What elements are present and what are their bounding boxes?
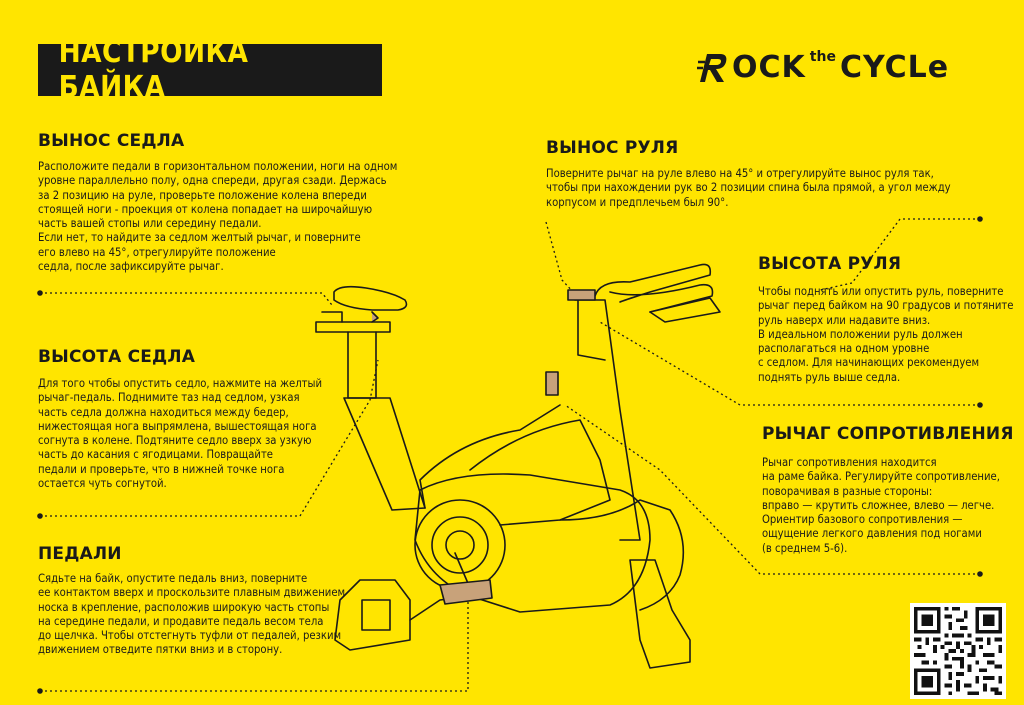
handlebar-post-heading: ВЫНОС РУЛЯ	[546, 138, 679, 158]
handlebar-post-text: Поверните рычаг на руле влево на 45° и отрегулируйте вынос руля так, чтобы при нахождении рук во 2 позиции спина была прямой, а угол между корпусом и предплечьем был 90°.	[546, 167, 951, 209]
resistance-heading: РЫЧАГ СОПРОТИВЛЕНИЯ	[762, 424, 1014, 444]
resistance-text: Рычаг сопротивления находится на раме байка. Регулируйте сопротивление, поворачивая в разные стороны: вправо — крутить сложнее, влево — легче. Ориентир базового сопротивления — ощущение легкого давления под ногами (в среднем 5-6).	[762, 456, 1000, 555]
seat-post-heading: ВЫНОС СЕДЛА	[38, 131, 185, 151]
logo-word-cycle: CYCLe	[839, 50, 950, 85]
pedals-text: Сядьте на байк, опустите педаль вниз, поверните ее контактом вверх и проскользите плавным движением носка в крепление, расположив широкую часть стопы на середине педали, и продавите педаль весом тела до щелчка. Чтобы отстегнуть туфли от педалей, резким движением отведите пятки вниз и в сторону.	[38, 572, 346, 657]
page-title: НАСТРОЙКА БАЙКА	[58, 35, 249, 105]
handlebar-height-text: Чтобы поднять или опустить руль, поверните рычаг перед байком на 90 градусов и потяните руль наверх или надавите вниз. В идеальном положении руль должен располагаться на одном уровне с седлом. Для начинающих рекомендуем поднять руль выше седла.	[758, 285, 1014, 384]
logo-word-the: the	[809, 49, 836, 65]
pedals-heading: ПЕДАЛИ	[38, 544, 122, 564]
seat-height-text: Для того чтобы опустить седло, нажмите на желтый рычаг-педаль. Поднимите таз над седлом, узкая часть седла должна находиться между бедер, нижестоящая нога выпрямлена, вышестоящая нога согнута в колене. Подтяните седло вверх за узкую часть до касания с ягодицами. Повращайте педали и проверьте, что в нижней точке нога остается чуть согнутой.	[38, 377, 323, 491]
logo-word-rock: OCK	[732, 50, 806, 85]
seat-height-heading: ВЫСОТА СЕДЛА	[38, 347, 196, 367]
handlebar-height-heading: ВЫСОТА РУЛЯ	[758, 254, 902, 274]
qr-code-icon	[910, 603, 1006, 699]
seat-post-text: Расположите педали в горизонтальном положении, ноги на одном уровне параллельно полу, одна спереди, другая сзади. Держась за 2 позицию на руле, проверьте положение колена впереди стоящей ноги - проекция от колена попадает на широчайшую часть вашей стопы или середину педали. Если нет, то найдите за седлом желтый рычаг, и поверните его влево на 45°, отрегулируйте положение седла, после зафиксируйте рычаг.	[38, 160, 398, 274]
